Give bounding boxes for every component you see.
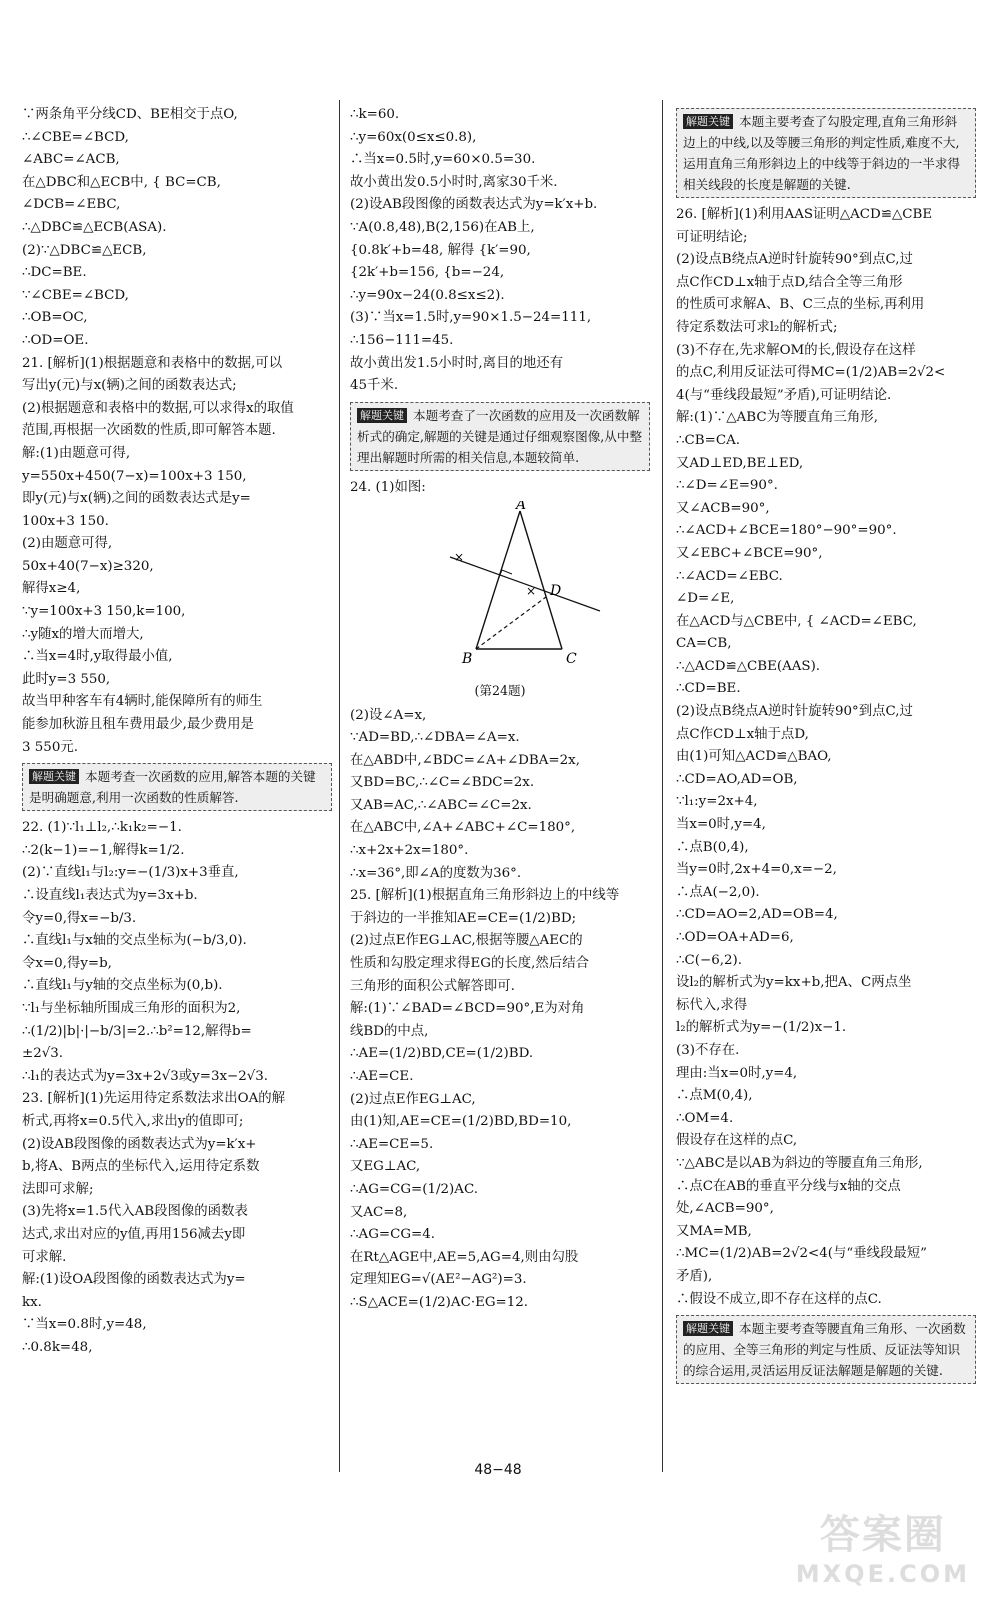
text-line: 50x+40(7−x)≥320,	[22, 558, 154, 574]
text-line: 于斜边的一半推知AE=CE=(1/2)BD;	[350, 910, 577, 926]
text-line: 可求解.	[22, 1249, 67, 1265]
text-line: ∴假设不成立,即不存在这样的点C.	[676, 1291, 882, 1307]
text-line: (2)设AB段图像的函数表达式为y=k′x+	[22, 1136, 257, 1152]
text-line: ±2√3.	[22, 1046, 64, 1062]
watermark-top: 答案圈	[819, 1512, 946, 1558]
key-tip-25	[676, 108, 976, 198]
text-line: ∵l₁与坐标轴所围成三角形的面积为2,	[22, 1000, 241, 1016]
text-line: ∴点A(−2,0).	[676, 884, 760, 900]
text-line: ∴OD=OA+AD=6,	[676, 930, 794, 945]
text-line: 矛盾),	[676, 1268, 713, 1284]
tip-text: 本题考查一次函数的应用,解答本题的关键是明确题意,利用一次函数的性质解答.	[29, 769, 316, 806]
column-right	[676, 104, 976, 1390]
tick-mark: ×	[454, 550, 465, 565]
text-line: 法即可求解;	[22, 1181, 94, 1197]
text-line: 由(1)知,AE=CE=(1/2)BD,BD=10,	[350, 1114, 572, 1130]
watermark-bottom: MXQE.COM	[795, 1560, 970, 1588]
text-line: ∠DCB=∠EBC,	[22, 197, 121, 213]
text-line: 故当甲种客车有4辆时,能保障所有的师生	[22, 694, 263, 710]
text-line: 又∠EBC+∠BCE=90°,	[676, 545, 823, 561]
text-line: ∵两条角平分线CD、BE相交于点O,	[22, 107, 238, 122]
figure-caption: (第24题)	[474, 682, 526, 698]
text-line: ∴OM=4.	[676, 1110, 734, 1126]
text-line: ∴CD=BE.	[676, 681, 741, 697]
text-line: ∴当x=0.5时,y=60×0.5=30.	[350, 152, 536, 168]
label-A: A	[516, 501, 527, 514]
text-line: 线BD的中点,	[350, 1023, 429, 1039]
column-divider-1	[339, 100, 340, 1472]
text-line: 在△DBC和△ECB中, { BC=CB,	[22, 174, 221, 190]
text-line: (2)过点E作EG⊥AC,	[350, 1091, 476, 1107]
text-line: ∴AE=CE=5.	[350, 1136, 434, 1152]
text-line: (2)根据题意和表格中的数据,可以求得x的取值	[22, 400, 294, 416]
text-line: ∴当x=4时,y取得最小值,	[22, 649, 173, 665]
text-line: 待定系数法可求l₂的解析式;	[676, 319, 838, 335]
text-line: ∴DC=BE.	[22, 265, 87, 281]
text-line: 能参加秋游且租车费用最少,最少费用是	[22, 717, 254, 733]
text-line: 又AB=AC,∴∠ABC=∠C=2x.	[350, 797, 532, 813]
tip-tag: 解题关键	[29, 769, 79, 784]
text-line: 析式,再将x=0.5代入,求出y的值即可;	[22, 1113, 244, 1129]
text-line: ∴0.8k=48,	[22, 1339, 93, 1355]
tip-text: 本题主要考查了勾股定理,直角三角形斜边上的中线,以及等腰三角形的判定性质,难度不大,运用直角三角形斜边上的中线等于斜边的一半求得相关线段的长度是解题的关键.	[683, 114, 961, 192]
text-line: ∴∠ACD=∠EBC.	[676, 568, 783, 584]
text-line: 的点C,利用反证法可得MC=(1/2)AB=2√2<	[676, 365, 946, 381]
text-line: {2k′+b=156, {b=−24,	[350, 265, 505, 281]
text-line: ∵l₁:y=2x+4,	[676, 794, 758, 810]
label-B: B	[462, 651, 473, 668]
text-line: (2)设∠A=x,	[350, 707, 427, 723]
text-line: 21. [解析](1)根据题意和表格中的数据,可以	[22, 355, 283, 371]
text-line: 又∠ACB=90°,	[676, 500, 770, 516]
text-line: 解:(1)∵△ABC为等腰直角三角形,	[676, 410, 878, 426]
text-line: 可证明结论;	[676, 229, 748, 245]
text-line: 在△ABD中,∠BDC=∠A+∠DBA=2x,	[350, 752, 580, 768]
text-line: ∴AG=CG=(1/2)AC.	[350, 1181, 478, 1197]
text-line: y=550x+450(7−x)=100x+3 150,	[22, 468, 247, 484]
text-line: 解:(1)设OA段图像的函数表达式为y=	[22, 1272, 246, 1288]
text-line: ∠ABC=∠ACB,	[22, 152, 120, 168]
text-line: 范围,再根据一次函数的性质,即可解答本题.	[22, 423, 276, 439]
text-line: ∴△ACD≌△CBE(AAS).	[676, 658, 821, 674]
text-line: {0.8k′+b=48, 解得 {k′=90,	[350, 242, 531, 258]
tip-tag: 解题关键	[357, 408, 407, 423]
text-line: 4(与“垂线段最短”矛盾),可证明结论.	[676, 387, 892, 403]
tip-text: 本题考查了一次函数的应用及一次函数解析式的确定,解题的关键是通过仔细观察图像,从中整理出解题时所需的相关信息,本题较简单.	[357, 407, 643, 465]
text-line: ∴∠ACD+∠BCE=180°−90°=90°.	[676, 523, 897, 539]
text-line: ∴CB=CA.	[676, 432, 740, 448]
column-divider-2	[662, 100, 663, 1472]
text-line: 点C作CD⊥x轴于点D,结合全等三角形	[676, 274, 903, 290]
text-line: ∴直线l₁与x轴的交点坐标为(−b/3,0).	[22, 933, 247, 949]
text-line: 又BD=BC,∴∠C=∠BDC=2x.	[350, 775, 535, 791]
text-line: 令y=0,得x=−b/3.	[22, 910, 137, 926]
text-line: 当y=0时,2x+4=0,x=−2,	[676, 862, 837, 878]
tip-text: 本题主要考查等腰直角三角形、一次函数的应用、全等三角形的判定与性质、反证法等知识的综合运用,灵活运用反证法解题是解题的关键.	[683, 1321, 966, 1379]
text-line: ∴S△ACE=(1/2)AC·EG=12.	[350, 1294, 529, 1310]
text-line: 假设存在这样的点C,	[676, 1133, 798, 1149]
text-line: ∴x=36°,即∠A的度数为36°.	[350, 865, 522, 881]
text-line: ∴AE=CE.	[350, 1069, 414, 1084]
text-line: ∵当x=0.8时,y=48,	[22, 1317, 147, 1333]
text-line: ∵y=100x+3 150,k=100,	[22, 604, 186, 620]
text-line: 由(1)可知△ACD≌△BAO,	[676, 749, 832, 765]
text-line: (2)设点B绕点A逆时针旋转90°到点C,过	[676, 704, 913, 720]
text-line: 三角形的面积公式解答即可.	[350, 978, 515, 994]
text-line: ∴y=60x(0≤x≤0.8),	[350, 129, 477, 145]
text-line: 在△ABC中,∠A+∠ABC+∠C=180°,	[350, 820, 576, 836]
text-line: 当x=0时,y=4,	[676, 817, 766, 833]
text-line: ∠D=∠E,	[676, 591, 735, 607]
text-line: 22. (1)∵l₁⊥l₂,∴k₁k₂=−1.	[22, 820, 182, 836]
text-line: 标代入,求得	[676, 997, 748, 1013]
text-line: b,将A、B两点的坐标代入,运用待定系数	[22, 1159, 260, 1175]
text-line: ∴C(−6,2).	[676, 952, 742, 968]
text-line: 定理知EG=√(AE²−AG²)=3.	[350, 1272, 527, 1288]
text-line: 45千米.	[350, 378, 399, 394]
text-line: ∴点C在AB的垂直平分线与x轴的交点	[676, 1178, 901, 1194]
text-line: ∵A(0.8,48),B(2,156)在AB上,	[350, 219, 535, 235]
text-line: 理由:当x=0时,y=4,	[676, 1065, 798, 1081]
key-tip-21	[22, 763, 332, 811]
text-line: ∴∠D=∠E=90°.	[676, 478, 778, 494]
text-line: ∴设直线l₁表达式为y=3x+b.	[22, 888, 198, 903]
text-line: 又EG⊥AC,	[350, 1159, 421, 1175]
text-line: (2)设AB段图像的函数表达式为y=k′x+b.	[350, 197, 598, 213]
text-line: ∴OD=OE.	[22, 332, 89, 348]
text-line: ∴l₁的表达式为y=3x+2√3或y=3x−2√3.	[22, 1068, 269, 1084]
text-line: ∴2(k−1)=−1,解得k=1/2.	[22, 842, 185, 858]
tip-tag: 解题关键	[683, 114, 733, 129]
text-line: (2)∵△DBC≌△ECB,	[22, 242, 147, 258]
text-line: ∴156−111=45.	[350, 332, 454, 348]
text-line: 25. [解析](1)根据直角三角形斜边上的中线等	[350, 888, 620, 904]
page-number: 48−48	[474, 1462, 522, 1478]
text-line: 解:(1)∵∠BAD=∠BCD=90°,E为对角	[350, 1001, 585, 1017]
text-line: (2)设点B绕点A逆时针旋转90°到点C,过	[676, 252, 913, 268]
column-left	[22, 104, 332, 1359]
label-D: D	[550, 583, 562, 600]
text-line: 在△ACD与△CBE中, { ∠ACD=∠EBC,	[676, 613, 917, 629]
text-line: ∴k=60.	[350, 107, 400, 122]
text-line: (3)不存在.	[676, 1042, 740, 1058]
key-tip-26	[676, 1315, 976, 1384]
text-line: 令x=0,得y=b,	[22, 955, 112, 971]
text-line: l₂的解析式为y=−(1/2)x−1.	[676, 1020, 847, 1036]
text-line: 23. [解析](1)先运用待定系数法求出OA的解	[22, 1091, 286, 1107]
text-line: ∵∠CBE=∠BCD,	[22, 287, 129, 303]
text-line: (2)由题意可得,	[22, 536, 113, 552]
text-line: ∴(1/2)|b|·|−b/3|=2.∴b²=12,解得b=	[22, 1023, 252, 1039]
text-line: ∴AG=CG=4.	[350, 1227, 436, 1243]
text-line: 在Rt△AGE中,AE=5,AG=4,则由勾股	[350, 1249, 579, 1265]
text-line: ∴y=90x−24(0.8≤x≤2).	[350, 287, 505, 303]
text-line: ∴CD=AO,AD=OB,	[676, 771, 798, 787]
text-line: 点C作CD⊥x轴于点D,	[676, 726, 809, 742]
text-line: 26. [解析](1)利用AAS证明△ACD≌△CBE	[676, 207, 933, 222]
text-line: ∵AD=BD,∴∠DBA=∠A=x.	[350, 730, 520, 746]
text-line: 又AD⊥ED,BE⊥ED,	[676, 455, 804, 471]
text-line: kx.	[22, 1294, 42, 1310]
text-line: 设l₂的解析式为y=kx+b,把A、C两点坐	[676, 975, 912, 991]
text-line: ∴MC=(1/2)AB=2√2<4(与“垂线段最短”	[676, 1246, 927, 1262]
text-line: 达式,求出对应的y值,再用156减去y即	[22, 1226, 246, 1242]
text-line: 的性质可求解A、B、C三点的坐标,再利用	[676, 297, 925, 313]
text-line: 性质和勾股定理求得EG的长度,然后结合	[350, 956, 589, 972]
tip-tag: 解题关键	[683, 1321, 733, 1336]
text-line: 解:(1)由题意可得,	[22, 445, 131, 461]
text-line: ∴CD=AO=2,AD=OB=4,	[676, 907, 838, 923]
text-line: (2)过点E作EG⊥AC,根据等腰△AEC的	[350, 933, 583, 949]
text-line: (3)不存在,先求解OM的长,假设存在这样	[676, 342, 916, 358]
q24-heading: 24. (1)如图:	[350, 479, 426, 495]
text-line: CA=CB,	[676, 636, 732, 652]
text-line: 写出y(元)与x(辆)之间的函数表达式;	[22, 378, 237, 394]
watermark-logo	[796, 1503, 970, 1588]
triangle-diagram	[390, 501, 610, 671]
text-line: ∴y随x的增大而增大,	[22, 626, 144, 642]
text-line: (3)先将x=1.5代入AB段图像的函数表	[22, 1204, 248, 1220]
text-line: ∴点B(0,4),	[676, 839, 749, 855]
text-line: 处,∠ACB=90°,	[676, 1201, 774, 1217]
figure-24	[350, 501, 650, 702]
text-line: 解得x≥4,	[22, 581, 81, 597]
text-line: 即y(元)与x(辆)之间的函数表达式是y=	[22, 491, 251, 507]
text-line: 又AC=8,	[350, 1204, 408, 1220]
text-line: ∴直线l₁与y轴的交点坐标为(0,b).	[22, 978, 223, 994]
label-C: C	[566, 651, 577, 668]
text-line: ∴∠CBE=∠BCD,	[22, 129, 129, 145]
text-line: 此时y=3 550,	[22, 671, 111, 687]
text-line: 故小黄出发1.5小时时,离目的地还有	[350, 355, 564, 371]
tick-mark: ×	[526, 584, 537, 599]
key-tip-23	[350, 402, 650, 471]
text-line: (3)∵当x=1.5时,y=90×1.5−24=111,	[350, 310, 592, 326]
text-line: ∴x+2x+2x=180°.	[350, 843, 469, 859]
text-line: 100x+3 150.	[22, 513, 109, 529]
column-middle	[350, 104, 650, 1315]
text-line: ∴点M(0,4),	[676, 1088, 753, 1104]
text-line: 3 550元.	[22, 739, 78, 755]
text-line: ∴OB=OC,	[22, 310, 88, 326]
text-line: (2)∵直线l₁与l₂:y=−(1/3)x+3垂直,	[22, 865, 239, 881]
text-line: ∴△DBC≌△ECB(ASA).	[22, 219, 167, 235]
text-line: ∴AE=(1/2)BD,CE=(1/2)BD.	[350, 1046, 534, 1062]
text-line: 又MA=MB,	[676, 1223, 752, 1239]
text-line: ∵△ABC是以AB为斜边的等腰直角三角形,	[676, 1155, 923, 1171]
text-line: 故小黄出发0.5小时时,离家30千米.	[350, 174, 558, 190]
